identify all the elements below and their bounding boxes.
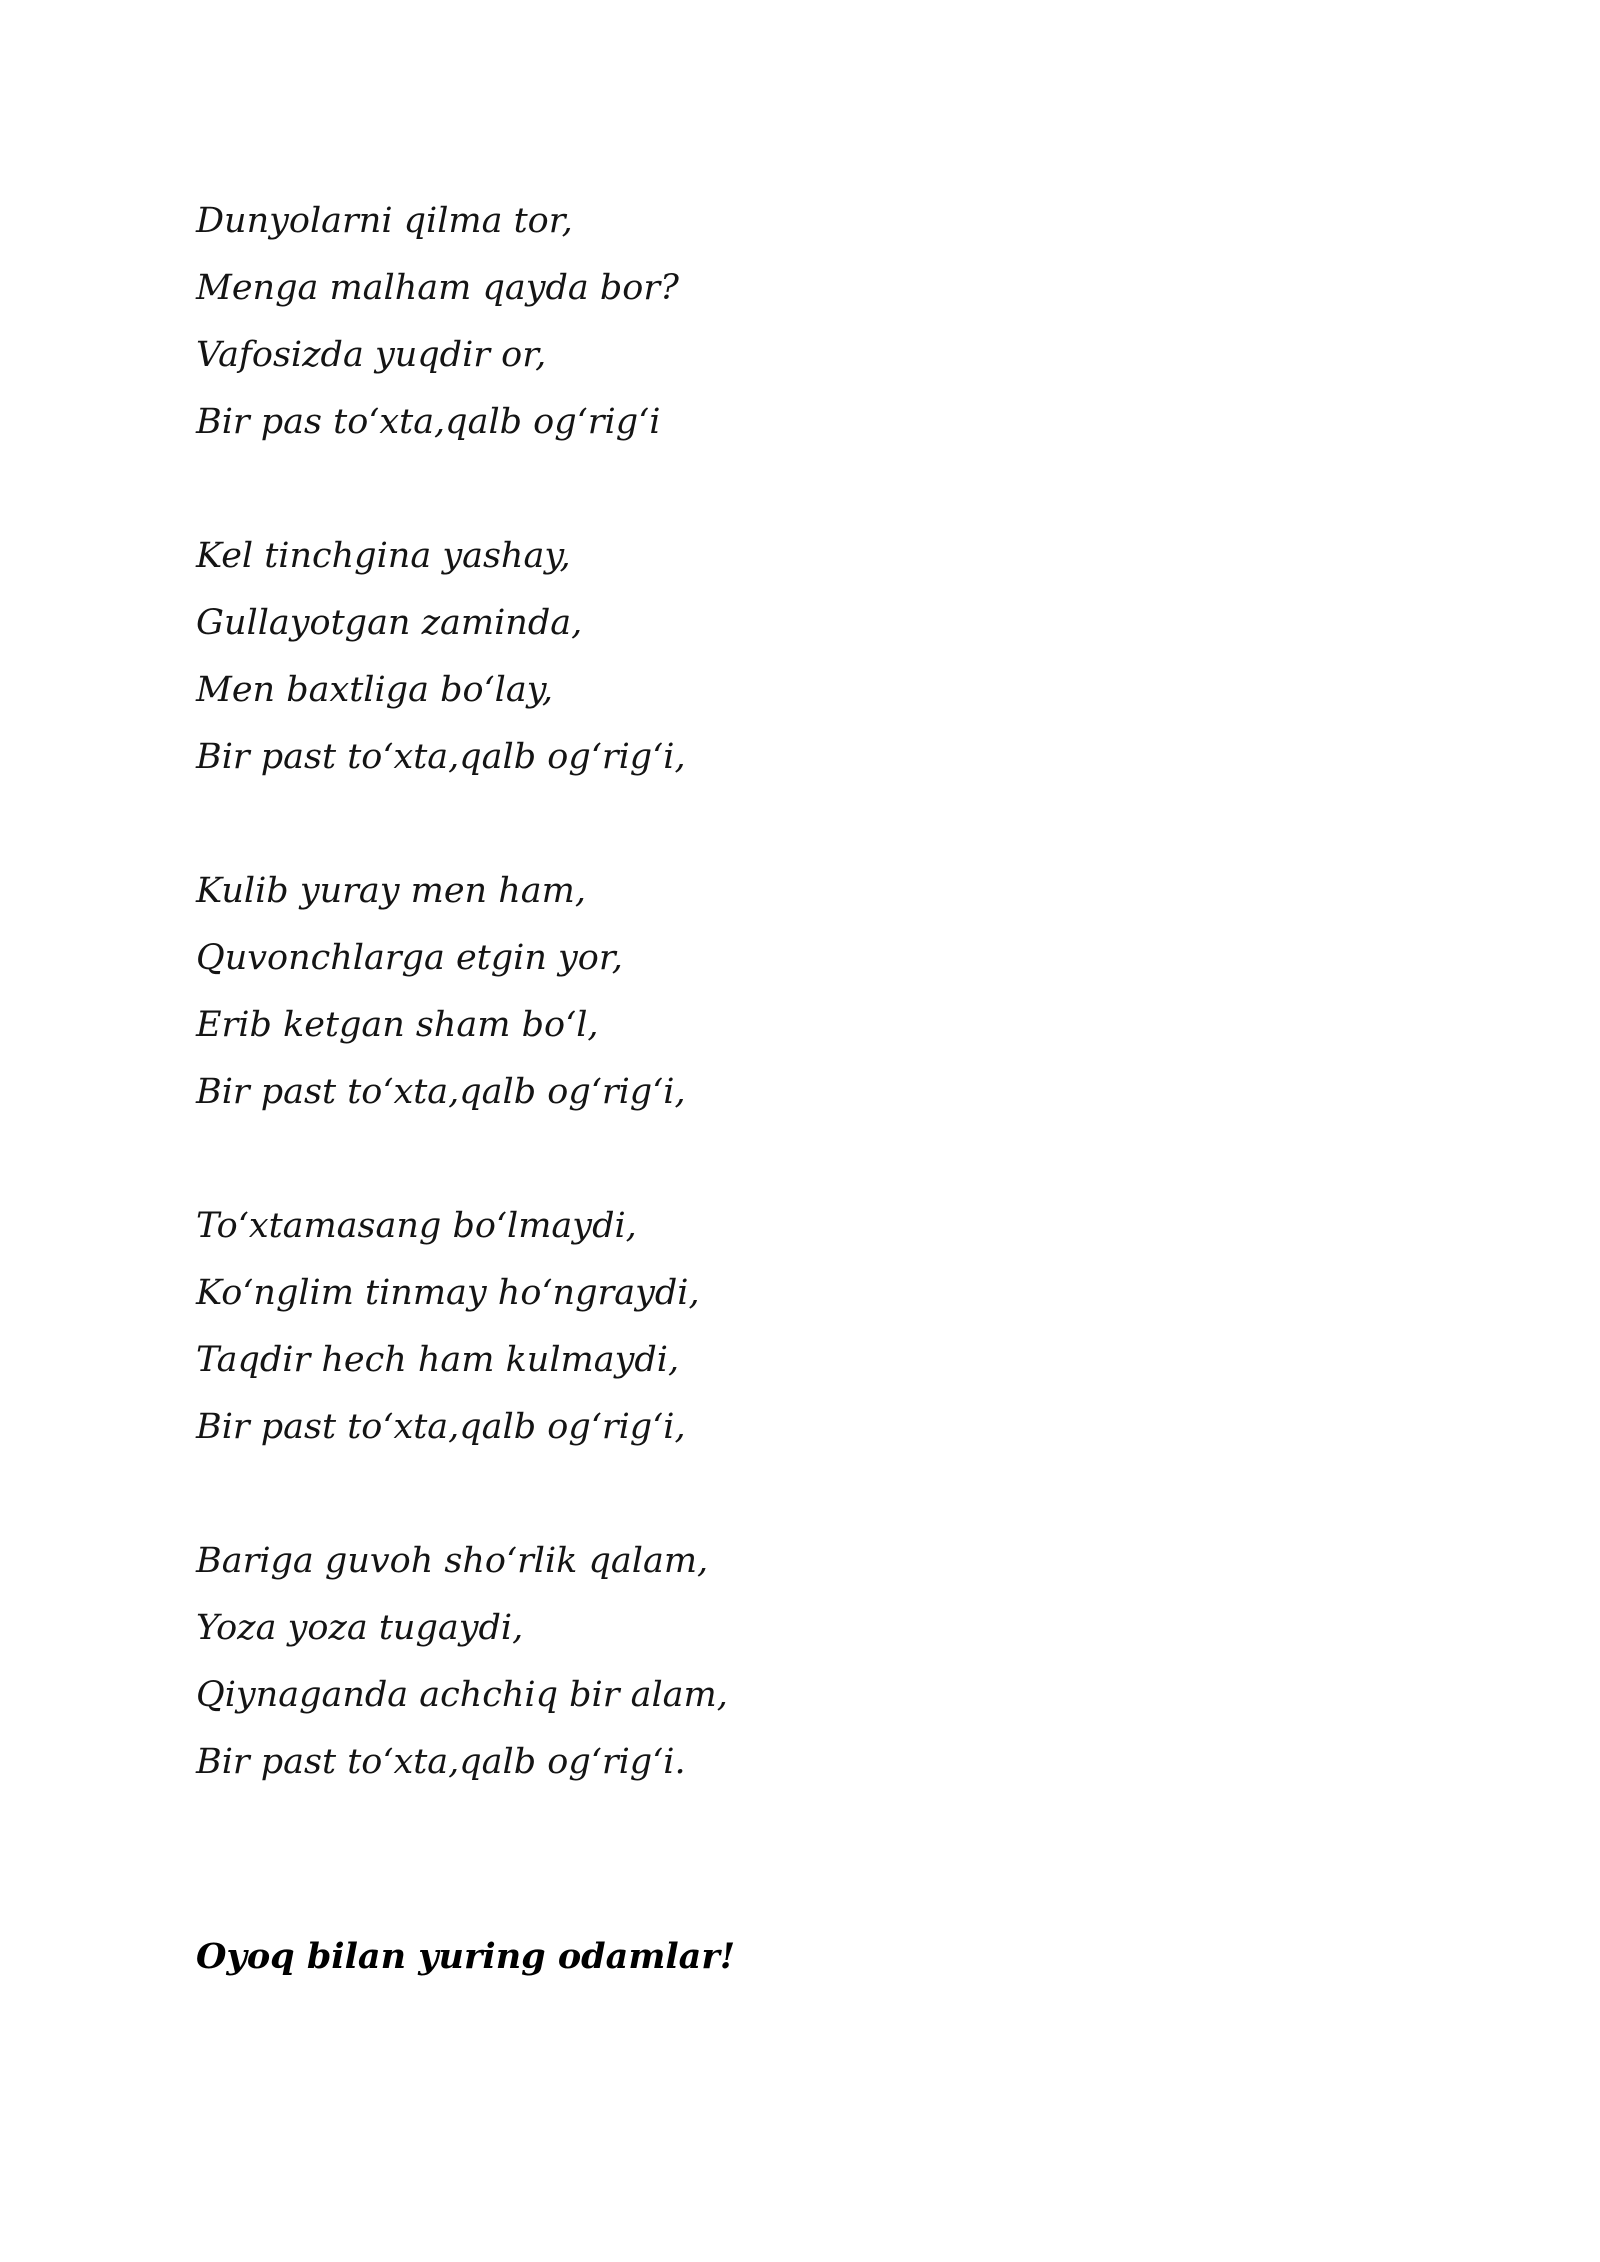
poem-line: Bir past to‘xta,qalb og‘rig‘i, xyxy=(196,1407,686,1447)
poem-line: Kel tinchgina yashay, xyxy=(196,536,571,576)
poem xyxy=(196,188,1396,1863)
poem-line: Yoza yoza tugaydi, xyxy=(196,1608,524,1648)
poem-line: Ko‘nglim tinmay ho‘ngraydi, xyxy=(196,1273,700,1313)
stanza-4 xyxy=(196,1193,1396,1461)
stanza-1 xyxy=(196,188,1396,456)
closing-line: Oyoq bilan yuring odamlar! xyxy=(196,1936,736,1977)
poem-line: Bir past to‘xta,qalb og‘rig‘i, xyxy=(196,1072,686,1112)
poem-line: Qiynaganda achchiq bir alam, xyxy=(196,1675,728,1715)
stanza-3 xyxy=(196,858,1396,1126)
poem-line: Dunyolarni qilma tor, xyxy=(196,201,573,241)
poem-line: Kulib yuray men ham, xyxy=(196,871,586,911)
poem-line: Men baxtliga bo‘lay, xyxy=(196,670,553,710)
poem-line: Quvonchlarga etgin yor, xyxy=(196,938,623,978)
poem-line: To‘xtamasang bo‘lmaydi, xyxy=(196,1206,637,1246)
poem-line: Bariga guvoh sho‘rlik qalam, xyxy=(196,1541,709,1581)
poem-line: Bir past to‘xta,qalb og‘rig‘i. xyxy=(196,1742,686,1782)
stanza-2 xyxy=(196,523,1396,791)
stanza-5 xyxy=(196,1528,1396,1796)
poem-line: Vafosizda yuqdir or, xyxy=(196,335,547,375)
poem-line: Taqdir hech ham kulmaydi, xyxy=(196,1340,680,1380)
poem-line: Menga malham qayda bor? xyxy=(196,268,679,308)
poem-line: Bir past to‘xta,qalb og‘rig‘i, xyxy=(196,737,686,777)
poem-line: Bir pas to‘xta,qalb og‘rig‘i xyxy=(196,402,661,442)
poem-line: Gullayotgan zaminda, xyxy=(196,603,583,643)
poem-line: Erib ketgan sham bo‘l, xyxy=(196,1005,599,1045)
